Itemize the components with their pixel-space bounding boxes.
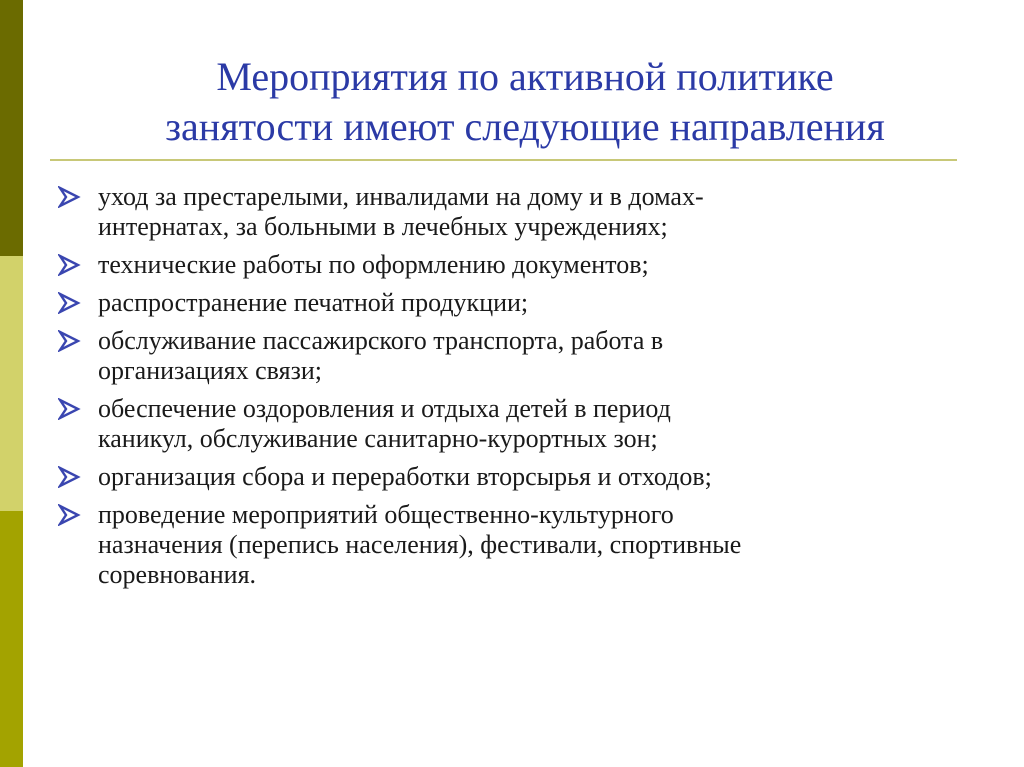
list-item-text: технические работы по оформлению документов; <box>98 250 649 279</box>
list-item <box>58 394 978 454</box>
side-bar-dark <box>0 0 23 256</box>
bullet-list <box>58 182 978 598</box>
bullet-arrow-icon <box>58 466 98 488</box>
bullet-arrow-icon <box>58 504 98 526</box>
list-item-text: уход за престарелыми, инвалидами на дому и в домах- интернатах, за больными в лечебных учреждениях; <box>98 182 704 241</box>
list-item <box>58 500 978 590</box>
list-item <box>58 326 978 386</box>
list-item <box>58 250 978 280</box>
slide-title-line-1: Мероприятия по активной политике <box>216 54 834 99</box>
bullet-arrow-icon <box>58 254 98 276</box>
bullet-arrow-icon <box>58 186 98 208</box>
bullet-arrow-icon <box>58 330 98 352</box>
bullet-arrow-icon <box>58 398 98 420</box>
side-bar-mid <box>0 511 23 767</box>
list-item-text: обслуживание пассажирского транспорта, работа в организациях связи; <box>98 326 664 385</box>
list-item <box>58 182 978 242</box>
bullet-arrow-icon <box>58 292 98 314</box>
list-item-text: обеспечение оздоровления и отдыха детей в период каникул, обслуживание санитарно-курортных зон; <box>98 394 671 453</box>
list-item-text: проведение мероприятий общественно-культурного назначения (перепись населения), фестивали, спортивные соревнования. <box>98 500 742 589</box>
slide-title-line-2: занятости имеют следующие направления <box>165 104 885 149</box>
title-divider <box>50 159 957 161</box>
list-item-text: распространение печатной продукции; <box>98 288 529 317</box>
slide-title <box>60 52 990 152</box>
list-item <box>58 462 978 492</box>
list-item <box>58 288 978 318</box>
list-item-text: организация сбора и переработки вторсырья и отходов; <box>98 462 712 491</box>
side-bar-light <box>0 256 23 511</box>
